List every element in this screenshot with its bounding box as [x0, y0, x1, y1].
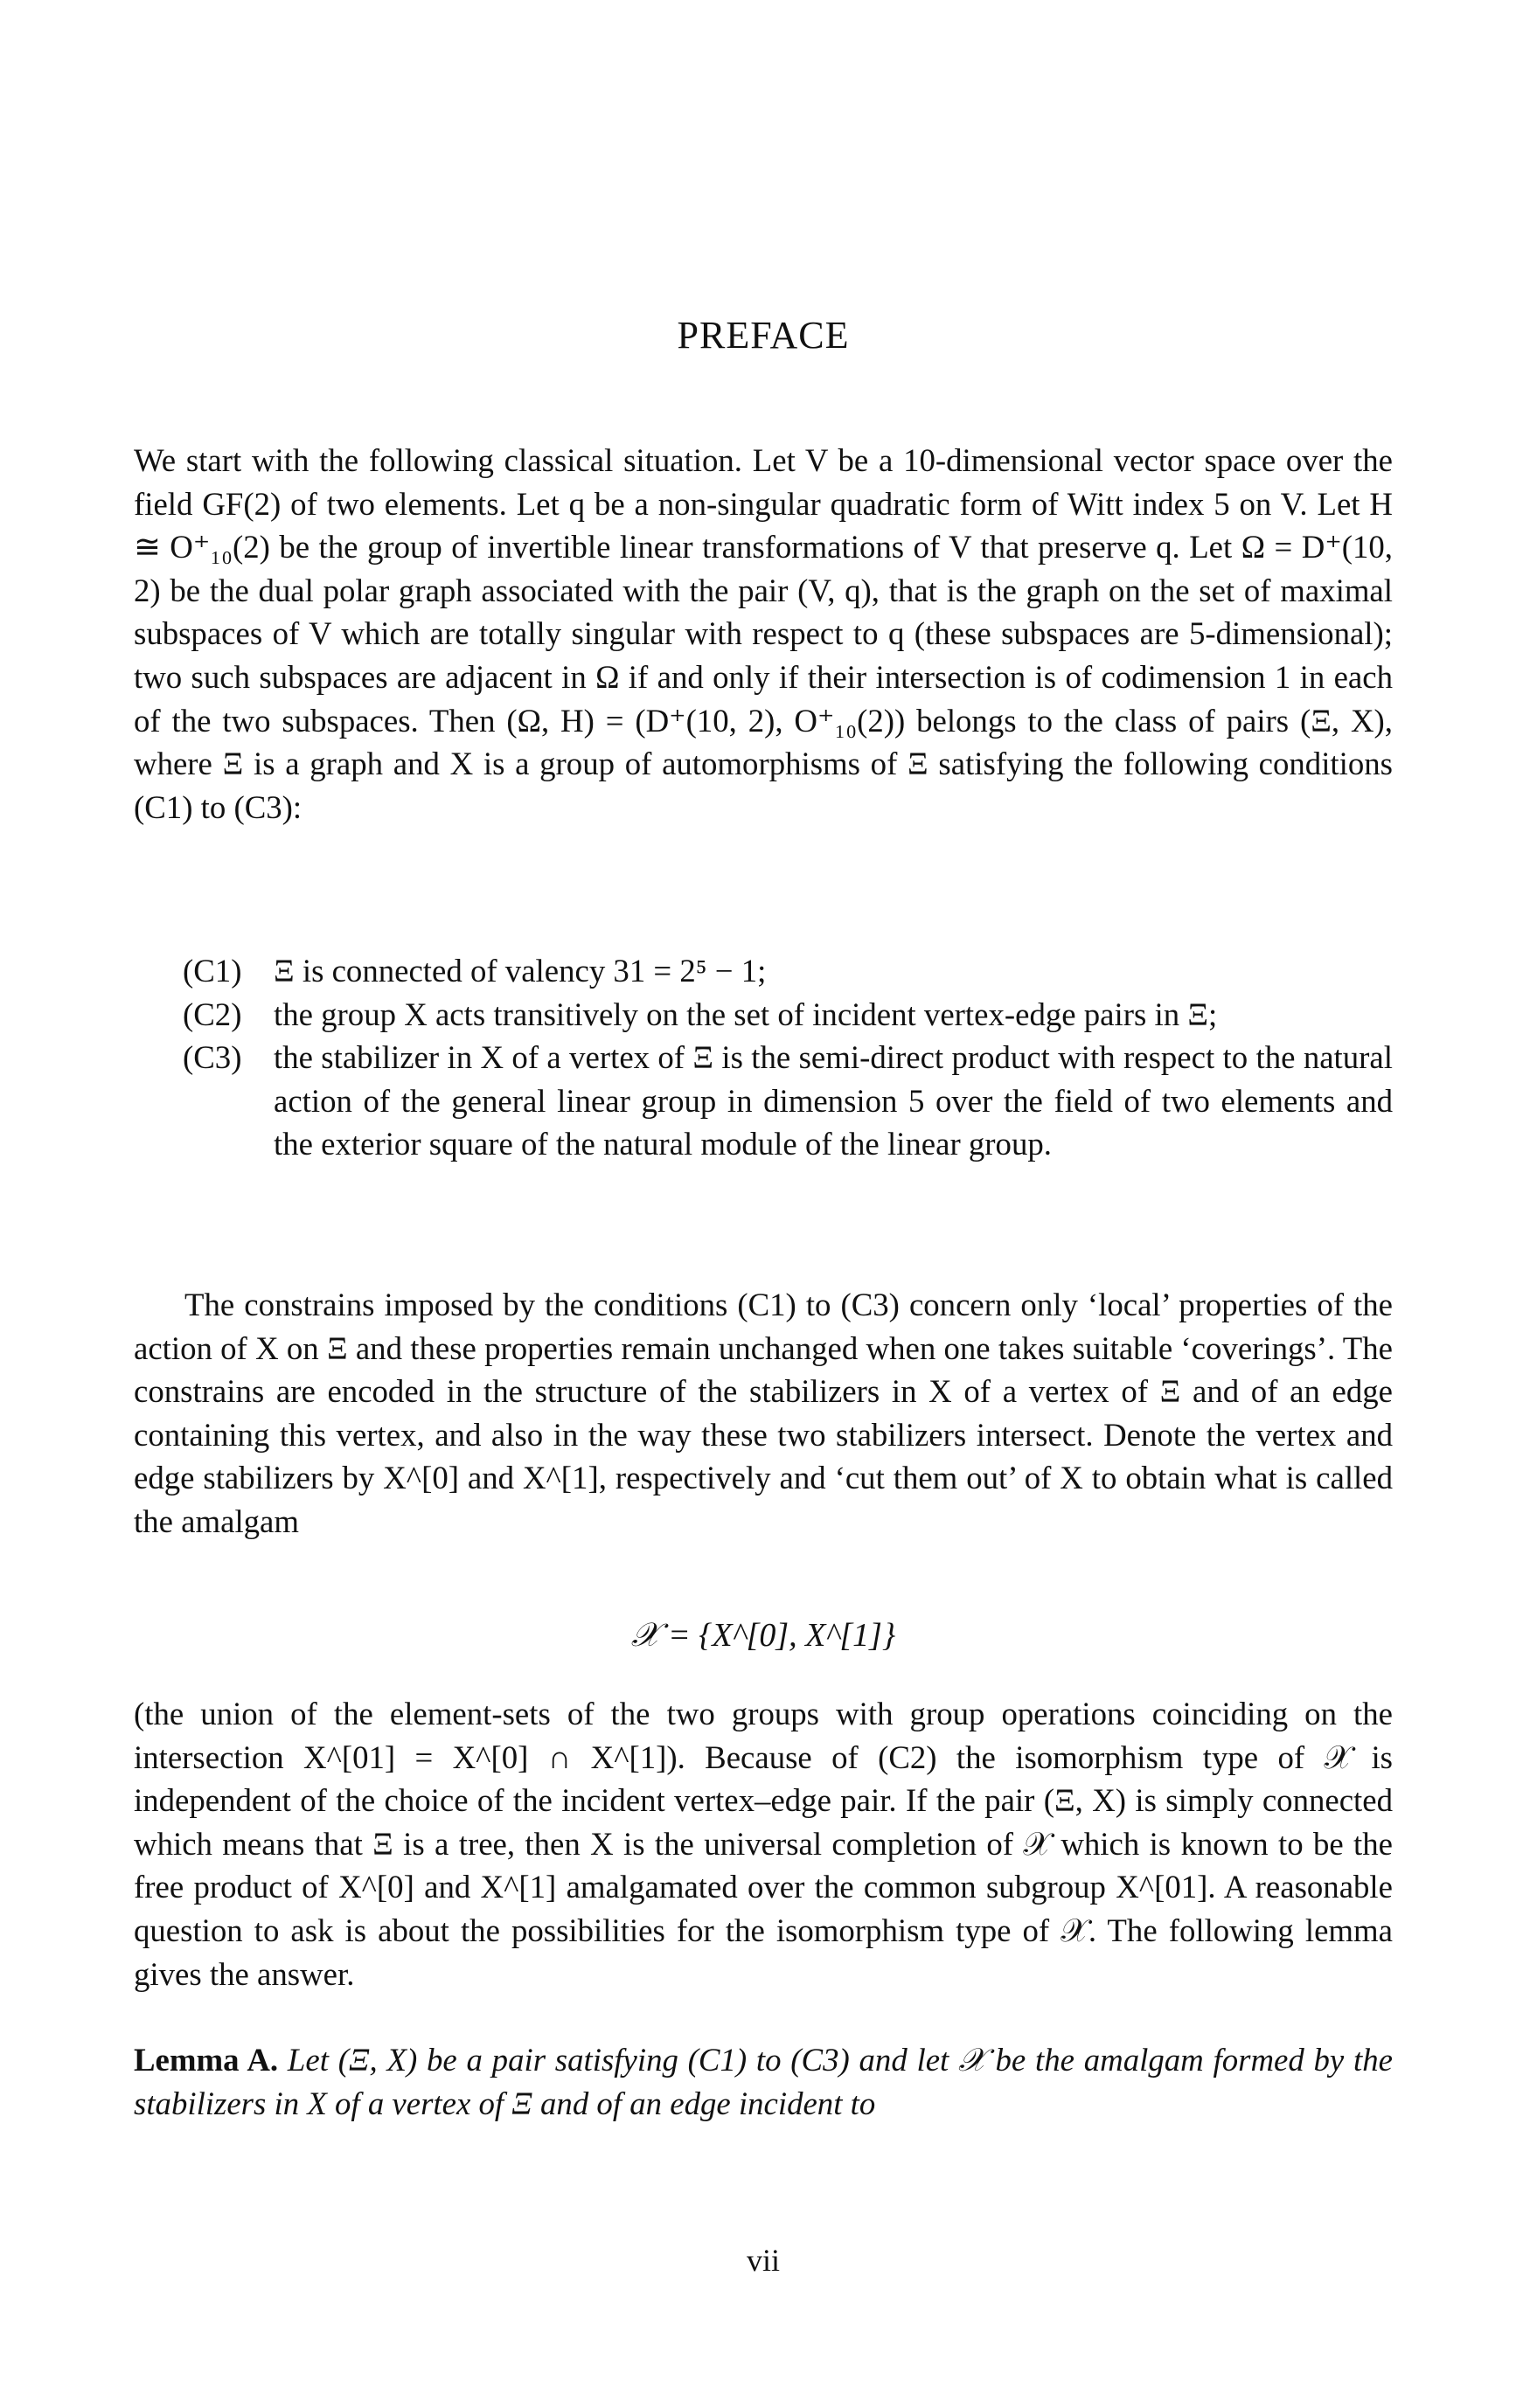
conditions-list	[183, 949, 1393, 1166]
book-page	[134, 0, 1393, 2408]
lemma-statement: Let (Ξ, X) be a pair satisfying (C1) to (C3) and let 𝒳 be the amalgam formed by the stabilizers in X of a vertex of Ξ and of an edge incident to	[134, 2042, 1393, 2121]
condition-label: (C2)	[183, 996, 242, 1032]
condition-item	[183, 1036, 1393, 1166]
condition-label: (C1)	[183, 953, 242, 989]
lemma-a	[134, 2038, 1393, 2125]
paragraph-intro: We start with the following classical situation. Let V be a 10-dimensional vector space over the field GF(2) of two elements. Let q be a non-singular quadratic form of Witt index 5 on V. Let H ≅ O⁺₁₀(2) be the group of invertible linear transformations of V that preserve q. Let Ω = D⁺(10, 2) be the dual polar graph associated with the pair (V, q), that is the graph on the set of maximal subspaces of V which are totally singular with respect to q (these subspaces are 5-dimensional); two such subspaces are adjacent in Ω if and only if their intersection is of codimension 1 in each of the two subspaces. Then (Ω, H) = (D⁺(10, 2), O⁺₁₀(2)) belongs to the class of pairs (Ξ, X), where Ξ is a graph and X is a group of automorphisms of Ξ satisfying the following conditions (C1) to (C3):	[134, 442, 1393, 825]
condition-label: (C3)	[183, 1039, 242, 1076]
condition-text: the stabilizer in X of a vertex of Ξ is the semi-direct product with respect to the natural action of the general linear group in dimension 5 over the field of two elements and the exterior square of the natural module of the linear group.	[274, 1039, 1393, 1162]
condition-text: the group X acts transitively on the set of incident vertex-edge pairs in Ξ;	[274, 996, 1218, 1032]
display-equation: 𝒳 = {X^[0], X^[1]}	[630, 1617, 896, 1654]
page-number: vii	[746, 2243, 780, 2278]
condition-item	[183, 949, 1393, 993]
paragraph-constraints: The constrains imposed by the conditions (C1) to (C3) concern only ‘local’ properties of the action of X on Ξ and these properties remain unchanged when one takes suitable ‘coverings’. The constrains are encoded in the structure of the stabilizers in X of a vertex of Ξ and of an edge containing this vertex, and also in the way these two stabilizers intersect. Denote the vertex and edge stabilizers by X^[0] and X^[1], respectively and ‘cut them out’ of X to obtain what is called the amalgam	[134, 1287, 1393, 1539]
condition-text: Ξ is connected of valency 31 = 2⁵ − 1;	[274, 953, 767, 989]
lemma-heading: Lemma A.	[134, 2042, 279, 2078]
condition-item	[183, 993, 1393, 1037]
paragraph-amalgam: (the union of the element-sets of the two groups with group operations coinciding on the intersection X^[01] = X^[0] ∩ X^[1]). Because of (C2) the isomorphism type of 𝒳 is independent of the choice of the incident vertex–edge pair. If the pair (Ξ, X) is simply connected which means that Ξ is a tree, then X is the universal completion of 𝒳 which is known to be the free product of X^[0] and X^[1] amalgamated over the common subgroup X^[01]. A reasonable question to ask is about the possibilities for the isomorphism type of 𝒳. The following lemma gives the answer.	[134, 1696, 1393, 1992]
page-title: PREFACE	[677, 314, 850, 357]
